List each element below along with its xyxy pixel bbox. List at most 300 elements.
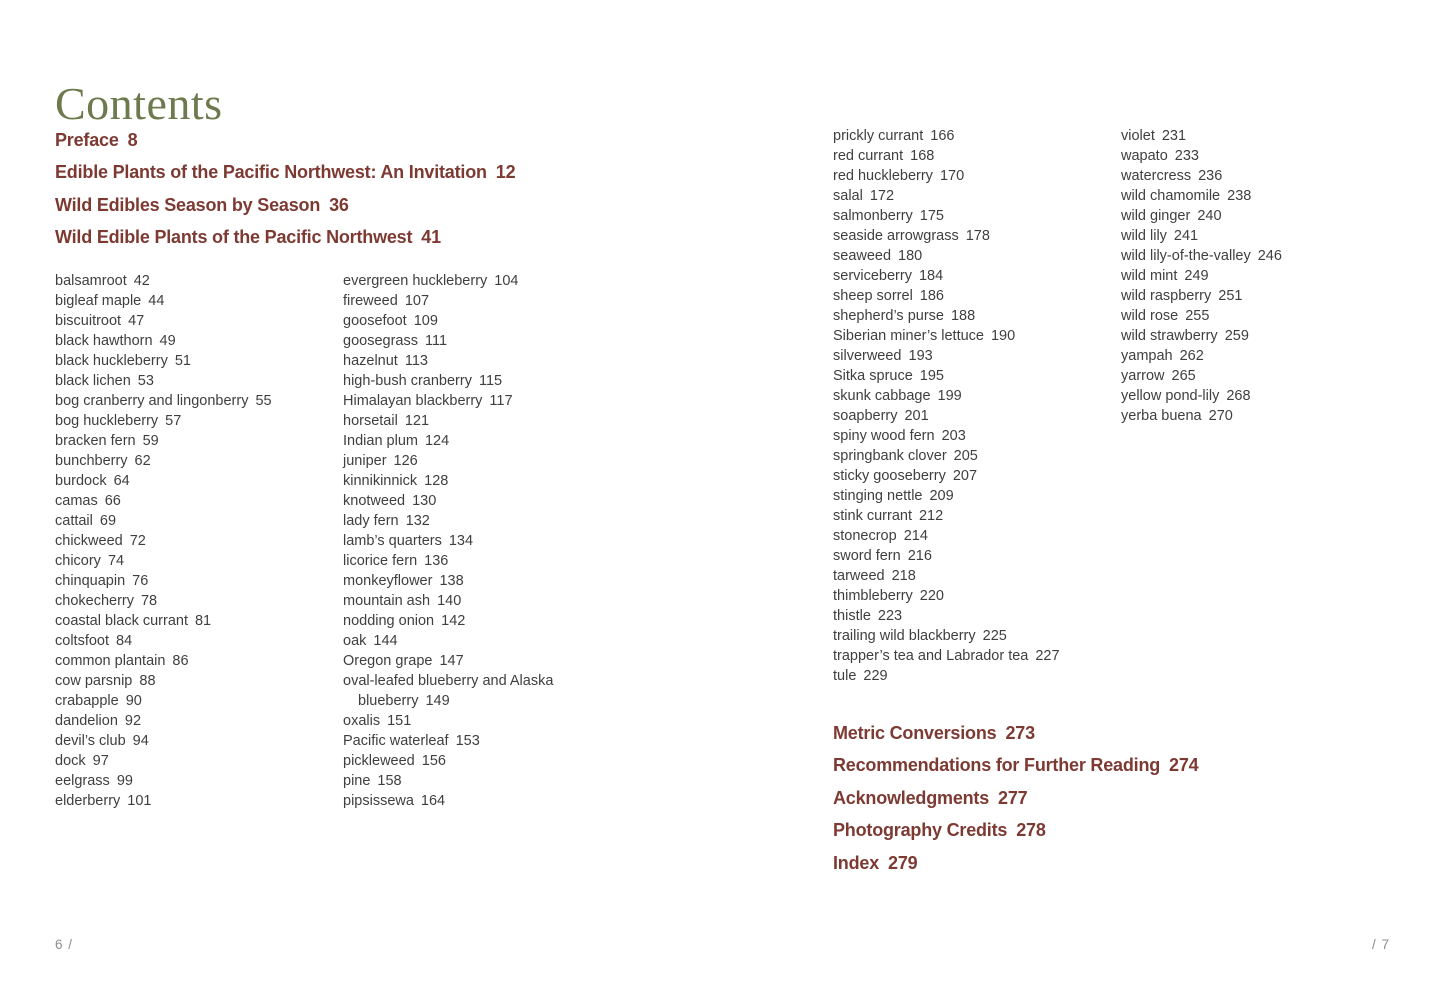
toc-entry-label: pickleweed: [343, 753, 415, 769]
toc-entry-page-number: 84: [116, 633, 133, 649]
toc-entry: [1121, 286, 1383, 306]
toc-entry-label: eelgrass: [55, 773, 110, 789]
plant-list-column-1: [55, 271, 317, 811]
toc-entry-page-number: 270: [1208, 408, 1233, 424]
toc-entry-label: crabapple: [55, 693, 119, 709]
toc-entry-page-number: 62: [134, 453, 151, 469]
toc-entry-page-number: 142: [441, 613, 466, 629]
toc-entry-page-number: 212: [918, 508, 944, 524]
toc-entry-label: chicory: [55, 553, 101, 569]
toc-entry-label: Indian plum: [343, 433, 418, 449]
section-heading: [55, 189, 515, 221]
toc-entry: [833, 146, 1095, 166]
toc-entry-page-number: 132: [405, 513, 430, 529]
toc-entry: [833, 486, 1095, 506]
toc-entry-page-number: 193: [908, 348, 933, 364]
toc-entry: [833, 206, 1095, 226]
toc-entry: [343, 311, 605, 331]
section-heading: [833, 847, 1198, 879]
toc-entry-page-number: 227: [1035, 648, 1060, 664]
toc-entry-label: oak: [343, 633, 367, 649]
toc-entry-page-number: 88: [139, 673, 156, 689]
toc-entry-label: seaside arrowgrass: [833, 228, 959, 244]
toc-entry-label: violet: [1121, 128, 1155, 144]
toc-entry-label: knotweed: [343, 493, 406, 509]
toc-entry: [343, 391, 605, 411]
toc-entry: [833, 366, 1095, 386]
toc-entry-page-number: 186: [919, 288, 944, 304]
toc-entry-page-number: 81: [194, 613, 212, 629]
toc-entry-page-number: 209: [929, 488, 954, 504]
toc-entry-label: Sitka spruce: [833, 368, 913, 384]
toc-entry-page-number: 214: [903, 528, 928, 544]
section-heading: [55, 156, 515, 188]
toc-entry: [55, 671, 317, 691]
toc-entry-label: spiny wood fern: [833, 428, 935, 444]
toc-entry-page-number: 121: [404, 413, 430, 429]
toc-entry-page-number: 268: [1226, 388, 1251, 404]
toc-entry-page-number: 259: [1224, 328, 1249, 344]
toc-entry: [833, 646, 1095, 666]
toc-entry-label: oxalis: [343, 713, 381, 729]
toc-entry: [343, 711, 605, 731]
toc-entry-page-number: 113: [404, 353, 428, 369]
section-heading-label: Wild Edible Plants of the Pacific Northwest: [55, 227, 413, 248]
toc-entry-label: shepherd’s purse: [833, 308, 944, 324]
toc-entry-label: wapato: [1121, 148, 1168, 164]
section-heading-page-number: 36: [329, 194, 349, 215]
toc-entry-page-number: 111: [424, 333, 448, 349]
toc-entry-page-number: 130: [412, 493, 437, 509]
toc-entry-label: horsetail: [343, 413, 398, 429]
toc-entry-label: tule: [833, 668, 857, 684]
toc-entry-page-number: 138: [439, 573, 464, 589]
toc-entry-page-number: 188: [950, 308, 976, 324]
toc-entry: [833, 566, 1095, 586]
toc-entry-label: burdock: [55, 473, 107, 489]
toc-entry: [55, 471, 317, 491]
toc-entry-page-number: 156: [421, 753, 446, 769]
toc-entry-label: Siberian miner’s lettuce: [833, 328, 984, 344]
toc-entry: [833, 346, 1095, 366]
toc-entry-page-number: 57: [165, 413, 182, 429]
toc-entry-page-number: 49: [159, 333, 176, 349]
toc-entry: [343, 411, 605, 431]
toc-entry-page-number: 170: [939, 168, 965, 184]
toc-entry-page-number: 101: [127, 793, 152, 809]
toc-entry-page-number: 66: [104, 493, 121, 509]
toc-entry-page-number: 64: [113, 473, 130, 489]
toc-entry-label: trapper’s tea and Labrador tea: [833, 648, 1029, 664]
section-heading-page-number: 41: [421, 227, 441, 248]
toc-entry: [55, 551, 317, 571]
toc-entry-label: wild raspberry: [1121, 288, 1212, 304]
toc-entry-page-number: 164: [420, 793, 446, 809]
plant-list-column-2: [343, 271, 605, 811]
toc-entry-label: chinquapin: [55, 573, 126, 589]
section-heading-label: Preface: [55, 130, 119, 150]
toc-entry-page-number: 218: [891, 568, 916, 584]
toc-entry-page-number: 216: [907, 548, 932, 564]
toc-entry-label: hazelnut: [343, 353, 398, 369]
toc-entry-page-number: 151: [387, 713, 412, 729]
toc-entry-page-number: 166: [930, 128, 955, 144]
toc-entry-label: wild mint: [1121, 268, 1178, 284]
toc-entry-page-number: 107: [404, 293, 430, 309]
toc-entry-label: sticky gooseberry: [833, 468, 946, 484]
toc-entry-label: watercress: [1121, 168, 1192, 184]
toc-entry-label: wild ginger: [1121, 208, 1191, 224]
toc-entry: [1121, 266, 1383, 286]
section-heading-page-number: 12: [495, 162, 516, 183]
toc-entry-label: wild chamomile: [1121, 188, 1221, 204]
toc-entry-page-number: 158: [377, 773, 402, 789]
toc-entry-label: juniper: [343, 453, 387, 469]
toc-entry-page-number: 76: [132, 573, 149, 589]
toc-entry-page-number: 246: [1257, 248, 1282, 264]
toc-entry-label: common plantain: [55, 653, 166, 669]
section-heading-page-number: 277: [998, 787, 1028, 808]
toc-entry: [833, 406, 1095, 426]
toc-entry-label: mountain ash: [343, 593, 431, 609]
toc-entry: [343, 431, 605, 451]
section-heading-label: Acknowledgments: [833, 787, 990, 808]
toc-entry-page-number: 72: [129, 533, 146, 549]
toc-entry: [343, 671, 605, 711]
toc-entry: [1121, 406, 1383, 426]
toc-entry-label: Oregon grape: [343, 653, 433, 669]
toc-entry-label: yerba buena: [1121, 408, 1202, 424]
toc-entry-page-number: 175: [919, 208, 944, 224]
toc-entry-label: pine: [343, 773, 371, 789]
toc-entry-page-number: 225: [982, 628, 1007, 644]
toc-entry-label: soapberry: [833, 408, 898, 424]
toc-entry: [55, 511, 317, 531]
toc-entry-label: wild rose: [1121, 308, 1179, 324]
toc-entry-page-number: 201: [904, 408, 929, 424]
toc-entry: [343, 651, 605, 671]
toc-entry-label: springbank clover: [833, 448, 947, 464]
toc-entry-page-number: 136: [424, 553, 449, 569]
toc-entry-page-number: 184: [918, 268, 944, 284]
toc-entry-page-number: 147: [439, 653, 464, 669]
toc-entry-page-number: 117: [489, 393, 513, 409]
toc-entry-label: Pacific waterleaf: [343, 733, 449, 749]
toc-entry: [833, 446, 1095, 466]
toc-entry: [833, 226, 1095, 246]
toc-entry-label: sheep sorrel: [833, 288, 913, 304]
toc-entry-page-number: 236: [1198, 168, 1223, 184]
toc-entry: [833, 166, 1095, 186]
toc-entry-label: lady fern: [343, 513, 399, 529]
toc-entry-page-number: 207: [952, 468, 978, 484]
toc-entry-label: wild lily: [1121, 228, 1167, 244]
toc-entry-label: nodding onion: [343, 613, 435, 629]
toc-entry: [833, 666, 1095, 686]
toc-entry-label: bigleaf maple: [55, 293, 142, 309]
section-heading: [55, 221, 515, 253]
toc-entry-label: tarweed: [833, 568, 885, 584]
toc-entry: [55, 351, 317, 371]
toc-entry-label: devil’s club: [55, 733, 126, 749]
toc-entry-page-number: 115: [478, 373, 503, 389]
section-heading-page-number: 279: [888, 852, 918, 873]
toc-entry: [833, 266, 1095, 286]
toc-entry-label: oval-leafed blueberry and Alaska blueberry: [343, 673, 554, 709]
page-number-right: / 7: [1371, 937, 1390, 952]
toc-entry-page-number: 238: [1227, 188, 1252, 204]
toc-entry: [55, 691, 317, 711]
toc-entry: [833, 126, 1095, 146]
toc-entry: [343, 491, 605, 511]
toc-entry-page-number: 140: [437, 593, 462, 609]
section-heading-page-number: 278: [1016, 820, 1046, 841]
toc-entry: [55, 631, 317, 651]
toc-entry-label: bog cranberry and lingonberry: [55, 393, 249, 409]
section-heading-page-number: 273: [1005, 723, 1035, 743]
toc-entry-label: yarrow: [1121, 368, 1165, 384]
toc-entry: [343, 451, 605, 471]
toc-entry: [833, 426, 1095, 446]
toc-entry: [833, 386, 1095, 406]
toc-entry: [55, 311, 317, 331]
toc-entry: [1121, 306, 1383, 326]
toc-entry-label: wild strawberry: [1121, 328, 1218, 344]
toc-entry: [55, 531, 317, 551]
toc-entry: [343, 571, 605, 591]
toc-entry: [55, 491, 317, 511]
toc-entry-page-number: 99: [116, 773, 133, 789]
toc-entry: [833, 246, 1095, 266]
toc-entry-label: thimbleberry: [833, 588, 913, 604]
toc-entry-page-number: 109: [413, 313, 438, 329]
toc-entry: [1121, 146, 1383, 166]
section-heading: [833, 814, 1198, 846]
toc-entry-label: licorice fern: [343, 553, 418, 569]
toc-entry-label: kinnikinnick: [343, 473, 418, 489]
toc-entry-label: prickly currant: [833, 128, 924, 144]
toc-entry-label: salmonberry: [833, 208, 913, 224]
toc-entry: [1121, 186, 1383, 206]
toc-entry-page-number: 69: [99, 513, 117, 529]
toc-entry-label: serviceberry: [833, 268, 912, 284]
toc-entry: [343, 551, 605, 571]
toc-entry-label: black lichen: [55, 373, 131, 389]
section-heading-label: Recommendations for Further Reading: [833, 755, 1161, 776]
toc-entry-label: fireweed: [343, 293, 398, 309]
toc-entry-label: yampah: [1121, 348, 1173, 364]
toc-entry-label: chickweed: [55, 533, 123, 549]
toc-entry-label: yellow pond-lily: [1121, 388, 1220, 404]
toc-entry-label: bog huckleberry: [55, 413, 159, 429]
toc-entry-label: Himalayan blackberry: [343, 393, 483, 409]
toc-entry-page-number: 241: [1173, 228, 1199, 244]
toc-entry-label: stonecrop: [833, 528, 897, 544]
toc-entry: [343, 471, 605, 491]
toc-entry-label: black huckleberry: [55, 353, 168, 369]
toc-entry-label: black hawthorn: [55, 333, 153, 349]
section-heading-label: Index: [833, 852, 880, 873]
toc-entry: [55, 271, 317, 291]
toc-entry-page-number: 92: [124, 713, 142, 729]
end-matter-headings: [833, 717, 1198, 879]
toc-entry-page-number: 180: [898, 248, 923, 264]
toc-entry: [1121, 246, 1383, 266]
toc-entry: [55, 791, 317, 811]
toc-entry: [343, 631, 605, 651]
toc-entry-label: salal: [833, 188, 863, 204]
section-heading: [833, 749, 1198, 781]
toc-entry-page-number: 44: [148, 293, 165, 309]
toc-entry-label: coastal black currant: [55, 613, 188, 629]
toc-entry: [833, 526, 1095, 546]
toc-entry-page-number: 205: [953, 448, 978, 464]
page-title: Contents: [55, 77, 223, 129]
toc-entry-page-number: 128: [424, 473, 449, 489]
toc-entry-label: goosefoot: [343, 313, 407, 329]
toc-entry-label: skunk cabbage: [833, 388, 931, 404]
toc-entry: [1121, 346, 1383, 366]
toc-entry-label: dandelion: [55, 713, 118, 729]
section-heading-page-number: 8: [127, 130, 138, 150]
toc-entry-page-number: 190: [990, 328, 1016, 344]
toc-entry-page-number: 168: [910, 148, 935, 164]
toc-entry-label: thistle: [833, 608, 871, 624]
toc-entry-page-number: 153: [455, 733, 480, 749]
toc-entry: [55, 291, 317, 311]
page-number-left: 6 /: [55, 937, 74, 952]
toc-entry-page-number: 104: [494, 273, 519, 289]
toc-entry-page-number: 126: [393, 453, 418, 469]
toc-entry: [833, 606, 1095, 626]
toc-entry-page-number: 90: [125, 693, 142, 709]
toc-entry: [55, 751, 317, 771]
section-heading-page-number: 274: [1169, 755, 1199, 776]
toc-entry-label: goosegrass: [343, 333, 418, 349]
toc-entry-page-number: 203: [941, 428, 966, 444]
toc-entry-page-number: 249: [1184, 268, 1209, 284]
toc-entry: [1121, 126, 1383, 146]
toc-entry-page-number: 134: [448, 533, 474, 549]
toc-entry-label: trailing wild blackberry: [833, 628, 976, 644]
toc-entry-page-number: 55: [255, 393, 272, 409]
toc-entry: [55, 771, 317, 791]
toc-entry-page-number: 223: [877, 608, 903, 624]
toc-entry: [343, 771, 605, 791]
toc-entry-page-number: 231: [1161, 128, 1187, 144]
toc-entry-page-number: 97: [92, 753, 109, 769]
toc-entry: [343, 731, 605, 751]
toc-entry: [343, 791, 605, 811]
toc-entry: [833, 326, 1095, 346]
toc-entry-page-number: 42: [133, 273, 150, 289]
toc-entry-page-number: 229: [863, 668, 888, 684]
toc-entry-page-number: 220: [919, 588, 944, 604]
toc-entry: [1121, 326, 1383, 346]
toc-entry-page-number: 74: [107, 553, 125, 569]
section-heading-label: Photography Credits: [833, 820, 1008, 841]
toc-entry-label: camas: [55, 493, 98, 509]
toc-entry-label: cow parsnip: [55, 673, 133, 689]
section-heading-label: Edible Plants of the Pacific Northwest: An Invitation: [55, 162, 487, 183]
toc-entry-label: balsamroot: [55, 273, 127, 289]
toc-entry: [343, 511, 605, 531]
toc-entry-page-number: 172: [869, 188, 895, 204]
toc-entry-label: monkeyflower: [343, 573, 433, 589]
toc-entry-page-number: 265: [1171, 368, 1196, 384]
toc-entry: [55, 731, 317, 751]
toc-entry-label: high-bush cranberry: [343, 373, 472, 389]
toc-entry: [1121, 166, 1383, 186]
toc-entry: [833, 626, 1095, 646]
toc-entry-label: stinging nettle: [833, 488, 923, 504]
toc-entry-page-number: 149: [425, 693, 450, 709]
toc-entry: [833, 186, 1095, 206]
section-heading: [833, 782, 1198, 814]
section-heading: [55, 124, 515, 156]
toc-entry-label: coltsfoot: [55, 633, 109, 649]
toc-entry-page-number: 94: [132, 733, 149, 749]
toc-entry: [1121, 386, 1383, 406]
toc-entry: [343, 591, 605, 611]
front-matter-headings: [55, 124, 515, 254]
toc-entry: [833, 466, 1095, 486]
toc-entry-page-number: 199: [937, 388, 962, 404]
toc-entry: [55, 391, 317, 411]
toc-entry-page-number: 262: [1179, 348, 1204, 364]
toc-entry-page-number: 251: [1218, 288, 1243, 304]
toc-entry-page-number: 255: [1185, 308, 1210, 324]
toc-entry-label: bracken fern: [55, 433, 136, 449]
toc-entry: [1121, 226, 1383, 246]
toc-entry: [343, 351, 605, 371]
toc-entry: [1121, 366, 1383, 386]
toc-entry-label: cattail: [55, 513, 93, 529]
toc-entry: [55, 371, 317, 391]
toc-entry: [833, 586, 1095, 606]
toc-entry-label: evergreen huckleberry: [343, 273, 488, 289]
toc-entry-page-number: 144: [373, 633, 398, 649]
plant-list-column-3: [833, 126, 1095, 686]
toc-entry: [343, 371, 605, 391]
toc-entry: [833, 506, 1095, 526]
toc-entry: [833, 546, 1095, 566]
toc-entry-label: chokecherry: [55, 593, 134, 609]
toc-entry: [55, 331, 317, 351]
toc-entry: [343, 531, 605, 551]
toc-entry-label: wild lily-of-the-valley: [1121, 248, 1251, 264]
toc-entry-page-number: 86: [172, 653, 189, 669]
toc-entry: [55, 711, 317, 731]
toc-entry-label: bunchberry: [55, 453, 128, 469]
toc-entry-page-number: 51: [174, 353, 191, 369]
plant-list-column-4: [1121, 126, 1383, 426]
section-heading-label: Wild Edibles Season by Season: [55, 194, 321, 215]
toc-entry: [833, 286, 1095, 306]
toc-entry-page-number: 233: [1174, 148, 1199, 164]
toc-entry: [55, 591, 317, 611]
toc-entry-page-number: 178: [965, 228, 990, 244]
toc-entry: [1121, 206, 1383, 226]
toc-entry-label: red currant: [833, 148, 904, 164]
toc-entry-label: seaweed: [833, 248, 892, 264]
toc-entry-label: stink currant: [833, 508, 912, 524]
section-heading-label: Metric Conversions: [833, 723, 997, 743]
toc-entry-page-number: 195: [919, 368, 944, 384]
toc-entry: [55, 451, 317, 471]
toc-entry: [343, 611, 605, 631]
toc-entry-page-number: 47: [128, 313, 145, 329]
